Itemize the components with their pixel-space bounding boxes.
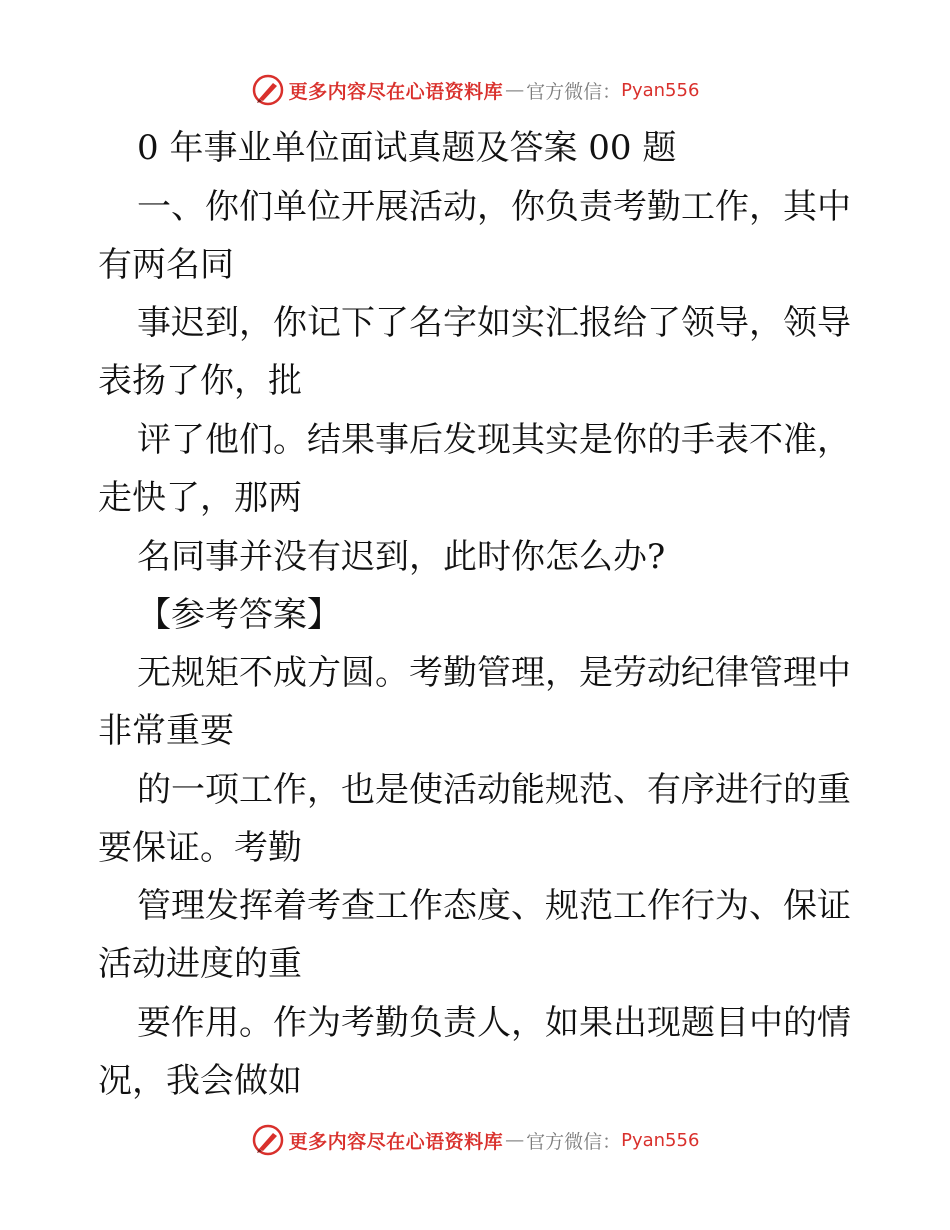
text-line: 的一项工作，也是使活动能规范、有序进行的重 xyxy=(137,770,851,810)
watermark-brand: 更多内容尽在心语资料库 xyxy=(288,80,504,103)
watermark-label: 官方微信： xyxy=(526,1130,622,1153)
header-watermark xyxy=(0,70,950,110)
text-line: 非常重要 xyxy=(98,711,234,751)
pen-logo-icon xyxy=(251,73,285,107)
pen-logo-icon xyxy=(251,1123,285,1157)
text-line: 有两名同 xyxy=(98,245,234,285)
text-line: 名同事并没有迟到，此时你怎么办? xyxy=(137,537,666,577)
watermark-dash: — xyxy=(505,1129,525,1151)
watermark-id: Pyan556 xyxy=(621,1129,700,1151)
watermark-id: Pyan556 xyxy=(621,79,700,101)
text-line: 无规矩不成方圆。考勤管理，是劳动纪律管理中 xyxy=(137,653,851,693)
text-line: 况，我会做如 xyxy=(98,1061,302,1101)
footer-watermark xyxy=(0,1120,950,1160)
section-heading: 【参考答案】 xyxy=(137,595,341,635)
text-line: 评了他们。结果事后发现其实是你的手表不准， xyxy=(137,420,851,460)
text-line: 走快了，那两 xyxy=(98,478,302,518)
text-line: 要保证。考勤 xyxy=(98,828,302,868)
document-title: 0 年事业单位面试真题及答案 00 题 xyxy=(137,128,677,168)
text-line: 一、你们单位开展活动，你负责考勤工作，其中 xyxy=(137,187,851,227)
text-line: 管理发挥着考查工作态度、规范工作行为、保证 xyxy=(137,886,851,926)
text-line: 事迟到，你记下了名字如实汇报给了领导，领导 xyxy=(137,303,851,343)
watermark-dash: — xyxy=(505,79,525,101)
text-line: 要作用。作为考勤负责人，如果出现题目中的情 xyxy=(137,1003,851,1043)
watermark-brand: 更多内容尽在心语资料库 xyxy=(288,1130,504,1153)
text-line: 表扬了你，批 xyxy=(98,361,302,401)
text-line: 活动进度的重 xyxy=(98,944,302,984)
watermark-label: 官方微信： xyxy=(526,80,622,103)
